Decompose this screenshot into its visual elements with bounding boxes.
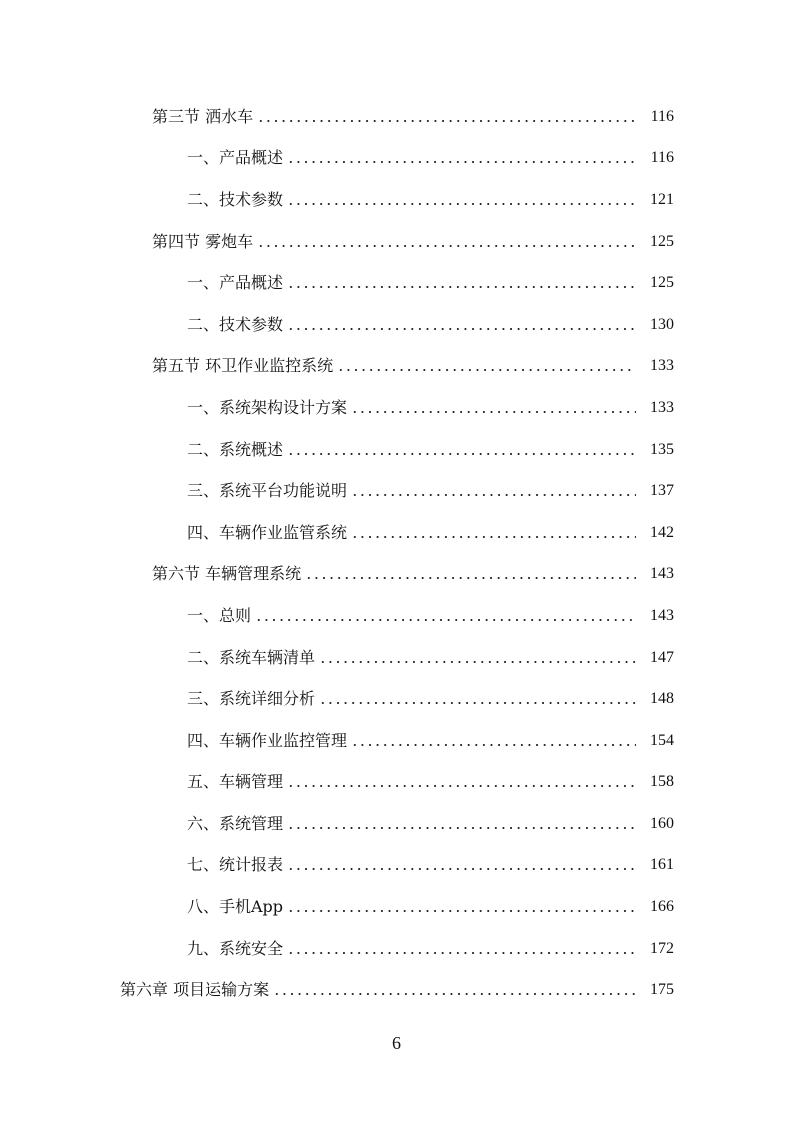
toc-entry[interactable] <box>0 554 793 596</box>
toc-entry-page-number: 175 <box>650 981 674 999</box>
toc-entry-page-number: 125 <box>650 274 674 292</box>
dot-leader <box>287 951 636 955</box>
toc-entry-page-number: 148 <box>650 690 674 708</box>
dot-leader <box>257 119 636 123</box>
toc-entry-label: 四、车辆作业监管系统 <box>187 522 348 542</box>
toc-entry[interactable] <box>0 304 793 346</box>
dot-leader <box>287 784 636 788</box>
toc-entry-page-number: 135 <box>650 440 674 458</box>
dot-leader <box>287 160 636 164</box>
toc-entry[interactable] <box>0 762 793 804</box>
dot-leader <box>351 535 636 539</box>
dot-leader <box>351 493 636 497</box>
table-of-contents <box>0 96 793 1011</box>
toc-entry-label: 第五节 环卫作业监控系统 <box>152 356 334 376</box>
dot-leader <box>351 743 636 747</box>
toc-entry[interactable] <box>0 387 793 429</box>
toc-entry[interactable] <box>0 179 793 221</box>
toc-entry-label: 六、系统管理 <box>187 813 284 833</box>
toc-entry-label: 二、技术参数 <box>187 314 284 334</box>
toc-entry-page-number: 166 <box>650 898 674 916</box>
toc-entry[interactable] <box>0 512 793 554</box>
toc-entry-label: 一、产品概述 <box>187 273 284 293</box>
toc-entry-page-number: 143 <box>650 606 674 624</box>
toc-entry[interactable] <box>0 637 793 679</box>
dot-leader <box>255 618 636 622</box>
toc-entry-page-number: 154 <box>650 731 674 749</box>
toc-entry-page-number: 133 <box>650 357 674 375</box>
toc-entry-label: 一、系统架构设计方案 <box>187 397 348 417</box>
toc-entry[interactable] <box>0 346 793 388</box>
dot-leader <box>319 660 636 664</box>
toc-entry[interactable] <box>0 886 793 928</box>
dot-leader <box>305 576 636 580</box>
toc-entry-page-number: 133 <box>650 398 674 416</box>
toc-entry-page-number: 172 <box>650 939 674 957</box>
toc-entry-label: 第六章 项目运输方案 <box>120 980 270 1000</box>
dot-leader <box>287 327 636 331</box>
toc-entry[interactable] <box>0 138 793 180</box>
toc-entry[interactable] <box>0 96 793 138</box>
toc-entry-label: 第六节 车辆管理系统 <box>152 564 302 584</box>
toc-entry-label: 五、车辆管理 <box>187 772 284 792</box>
toc-entry[interactable] <box>0 262 793 304</box>
dot-leader <box>337 368 636 372</box>
toc-entry-page-number: 158 <box>650 773 674 791</box>
toc-entry-page-number: 142 <box>650 523 674 541</box>
toc-entry-page-number: 160 <box>650 814 674 832</box>
toc-entry-label: 第四节 雾炮车 <box>152 231 254 251</box>
toc-entry-page-number: 116 <box>650 107 674 125</box>
toc-entry-page-number: 143 <box>650 565 674 583</box>
dot-leader <box>351 410 636 414</box>
toc-entry-label: 四、车辆作业监控管理 <box>187 730 348 750</box>
toc-entry-label: 七、统计报表 <box>187 855 284 875</box>
toc-entry[interactable] <box>0 595 793 637</box>
dot-leader <box>319 701 636 705</box>
toc-entry-page-number: 121 <box>650 190 674 208</box>
toc-entry-label: 二、技术参数 <box>187 189 284 209</box>
dot-leader <box>273 992 636 996</box>
toc-entry-label: 九、系统安全 <box>187 938 284 958</box>
toc-entry-page-number: 161 <box>650 856 674 874</box>
page-number: 6 <box>392 1033 401 1053</box>
toc-entry-label: 第三节 洒水车 <box>152 106 254 126</box>
toc-entry-page-number: 116 <box>650 149 674 167</box>
toc-entry-label: 一、产品概述 <box>187 148 284 168</box>
dot-leader <box>287 202 636 206</box>
toc-entry-label: 八、手机App <box>187 897 284 917</box>
toc-entry[interactable] <box>0 470 793 512</box>
toc-entry[interactable] <box>0 678 793 720</box>
toc-entry[interactable] <box>0 429 793 471</box>
toc-entry-label: 三、系统平台功能说明 <box>187 481 348 501</box>
toc-entry[interactable] <box>0 803 793 845</box>
toc-entry-label: 一、总则 <box>187 605 252 625</box>
toc-entry-page-number: 125 <box>650 232 674 250</box>
dot-leader <box>287 867 636 871</box>
toc-entry-page-number: 130 <box>650 315 674 333</box>
toc-entry-page-number: 147 <box>650 648 674 666</box>
dot-leader <box>287 285 636 289</box>
toc-entry-label: 三、系统详细分析 <box>187 689 316 709</box>
dot-leader <box>257 244 636 248</box>
toc-entry-page-number: 137 <box>650 482 674 500</box>
toc-entry[interactable] <box>0 720 793 762</box>
toc-entry[interactable] <box>0 928 793 970</box>
dot-leader <box>287 909 636 913</box>
toc-entry[interactable] <box>0 845 793 887</box>
toc-entry[interactable] <box>0 221 793 263</box>
toc-entry-label: 二、系统车辆清单 <box>187 647 316 667</box>
toc-entry[interactable] <box>0 969 793 1011</box>
toc-entry-label: 二、系统概述 <box>187 439 284 459</box>
dot-leader <box>287 452 636 456</box>
dot-leader <box>287 826 636 830</box>
